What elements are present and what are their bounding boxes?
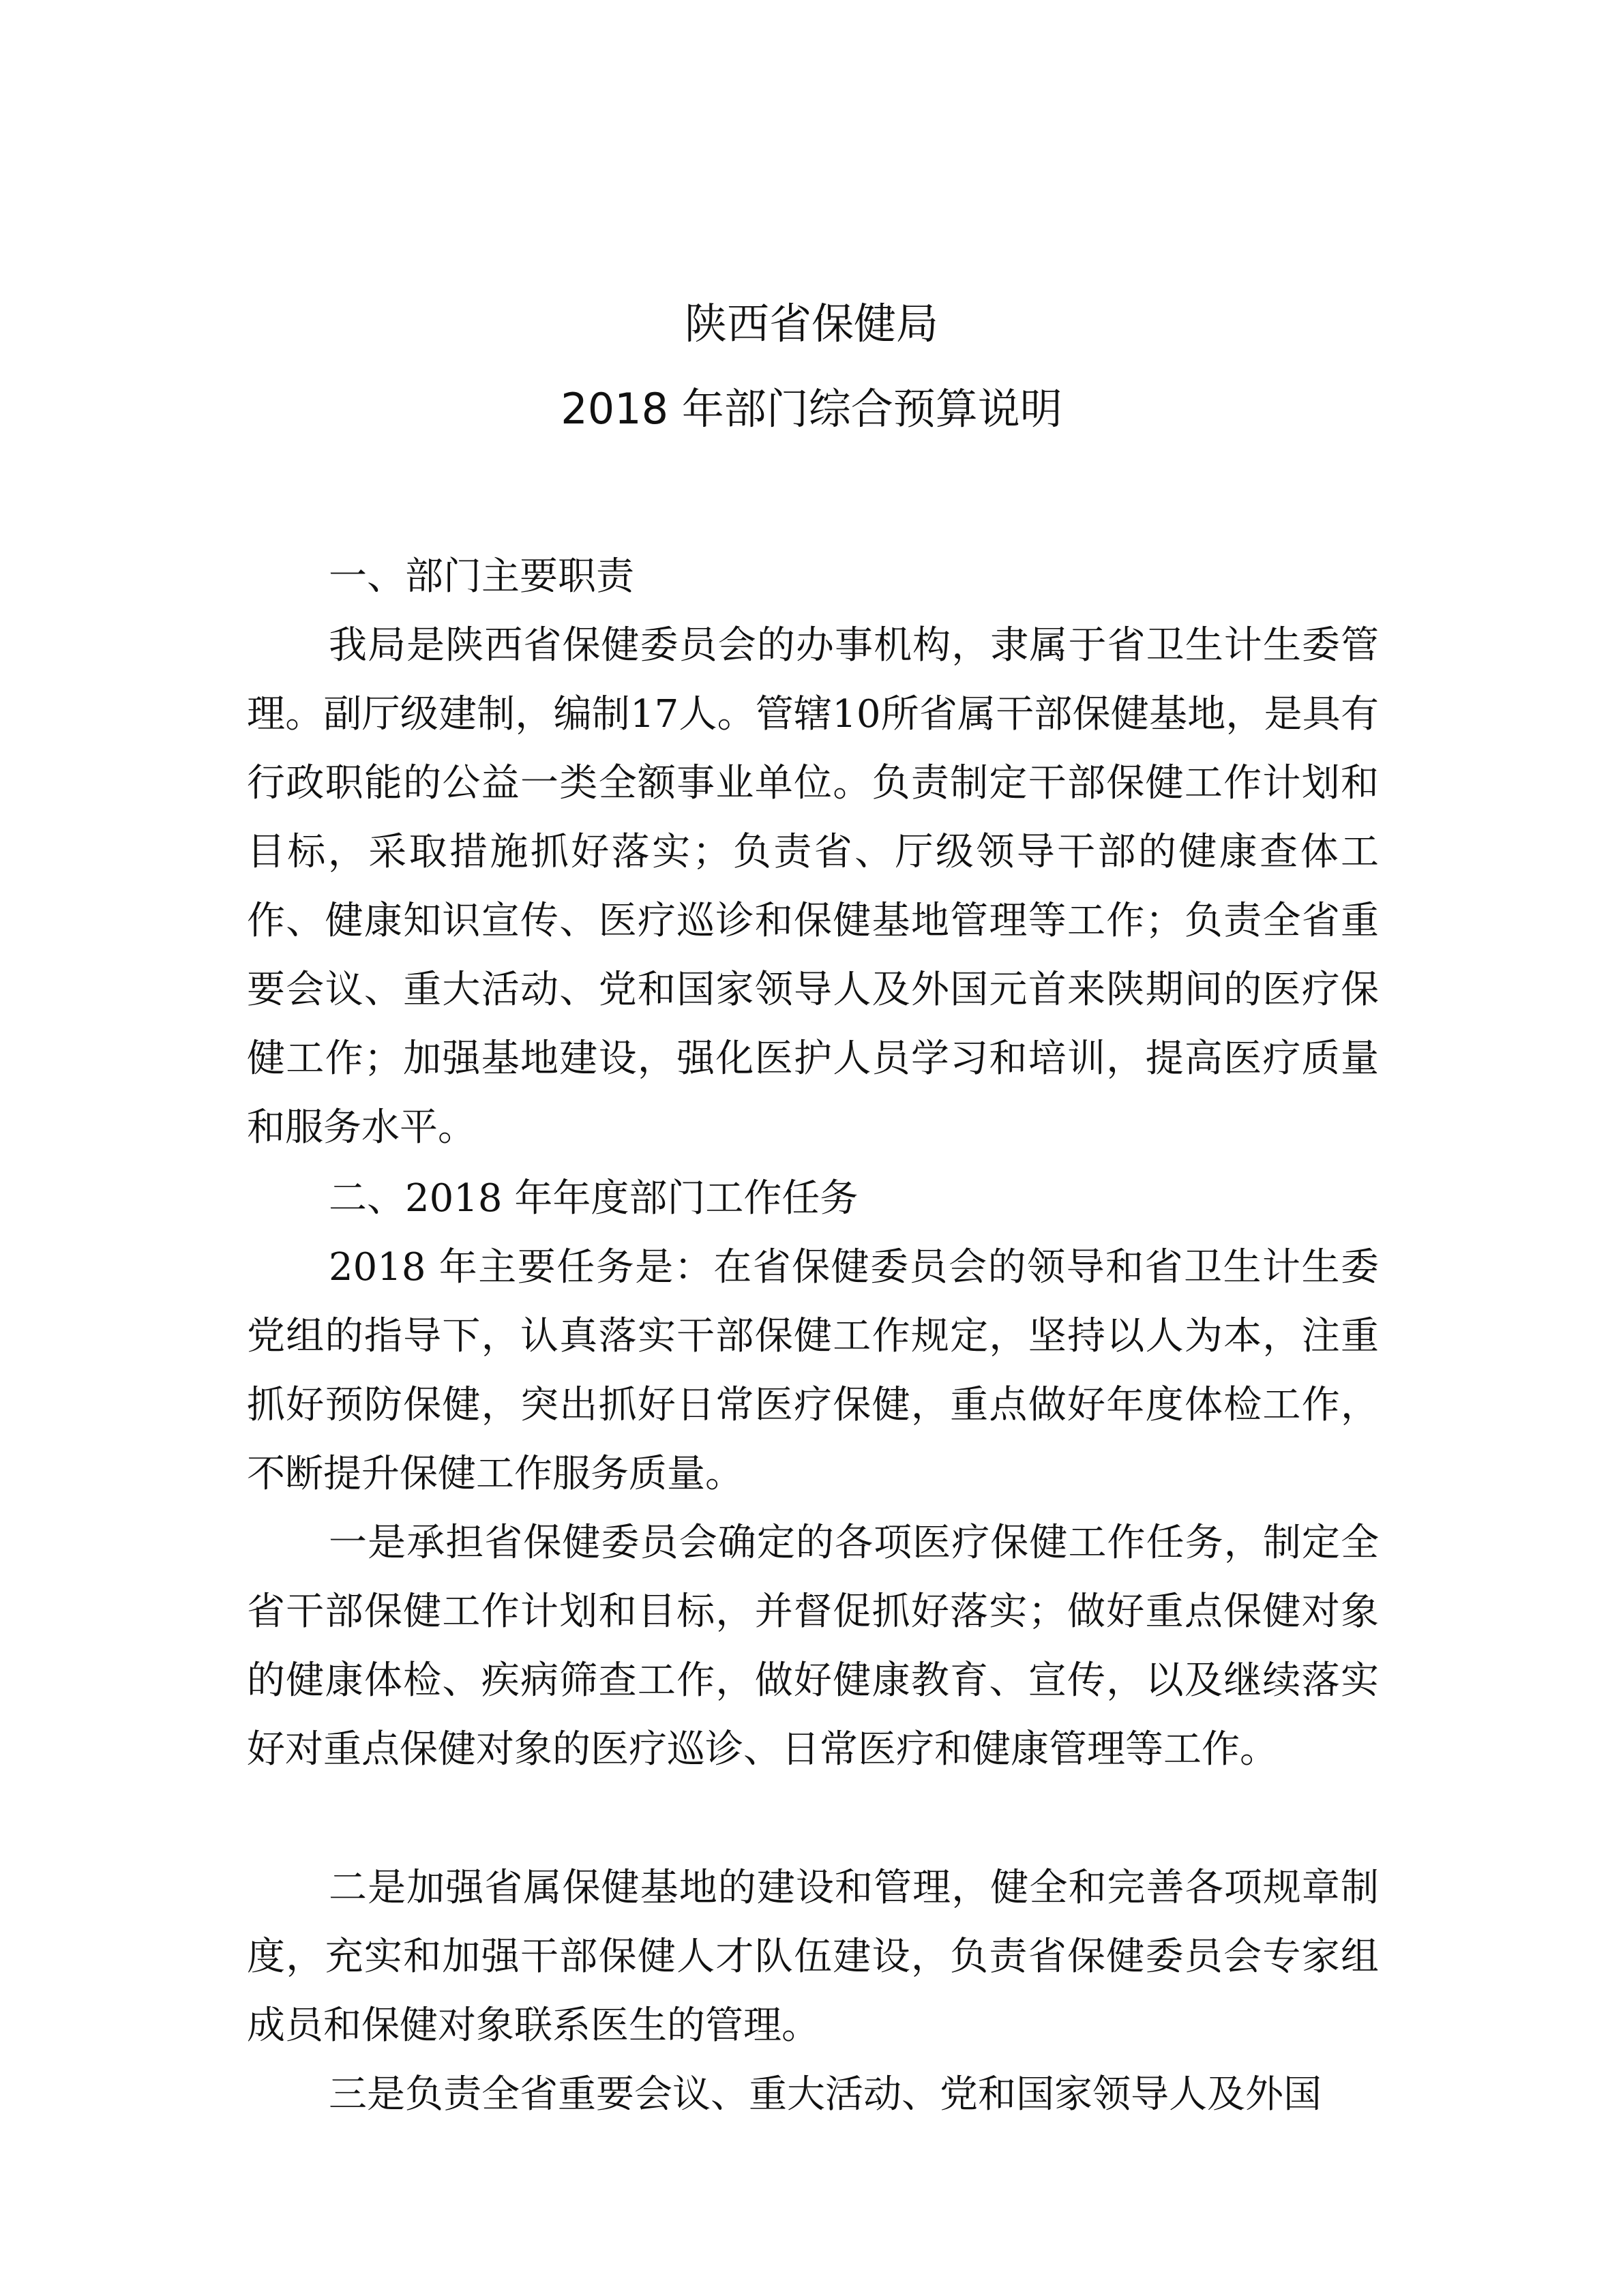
paragraph-duties: 我局是陕西省保健委员会的办事机构，隶属于省卫生计生委管理。副厅级建制，编制17人。管辖10所省属干部保健基地，是具有行政职能的公益一类全额事业单位。负责制定干部保健工作计划和目标，采取措施抓好落实；负责省、厅级领导干部的健康查体工作、健康知识宣传、医疗巡诊和保健基地管理等工作；负责全省重要会议、重大活动、党和国家领导人及外国元首来陕期间的医疗保健工作；加强基地建设，强化医护人员学习和培训，提高医疗质量和服务水平。	[247, 623, 1379, 1150]
document-title-org: 陕西省保健局	[684, 299, 938, 348]
section-heading-duties: 一、部门主要职责	[329, 554, 634, 599]
paragraph-tasks-intro: 2018 年主要任务是：在省保健委员会的领导和省卫生计生委党组的指导下，认真落实干部保健工作规定，坚持以人为本，注重抓好预防保健，突出抓好日常医疗保健，重点做好年度体检工作，不断提升保健工作服务质量。	[247, 1245, 1379, 1496]
section-heading-tasks: 二、2018 年年度部门工作任务	[329, 1176, 859, 1221]
paragraph-task-one: 一是承担省保健委员会确定的各项医疗保健工作任务，制定全省干部保健工作计划和目标，并督促抓好落实；做好重点保健对象的健康体检、疾病筛查工作，做好健康教育、宣传，以及继续落实好对重点保健对象的医疗巡诊、日常医疗和健康管理等工作。	[247, 1521, 1379, 1772]
paragraph-task-two: 二是加强省属保健基地的建设和管理，健全和完善各项规章制度，充实和加强干部保健人才队伍建设，负责省保健委员会专家组成员和保健对象联系医生的管理。	[247, 1866, 1379, 2048]
paragraph-task-three: 三是负责全省重要会议、重大活动、党和国家领导人及外国	[329, 2072, 1322, 2117]
document-title-subject: 2018 年部门综合预算说明	[561, 384, 1062, 434]
